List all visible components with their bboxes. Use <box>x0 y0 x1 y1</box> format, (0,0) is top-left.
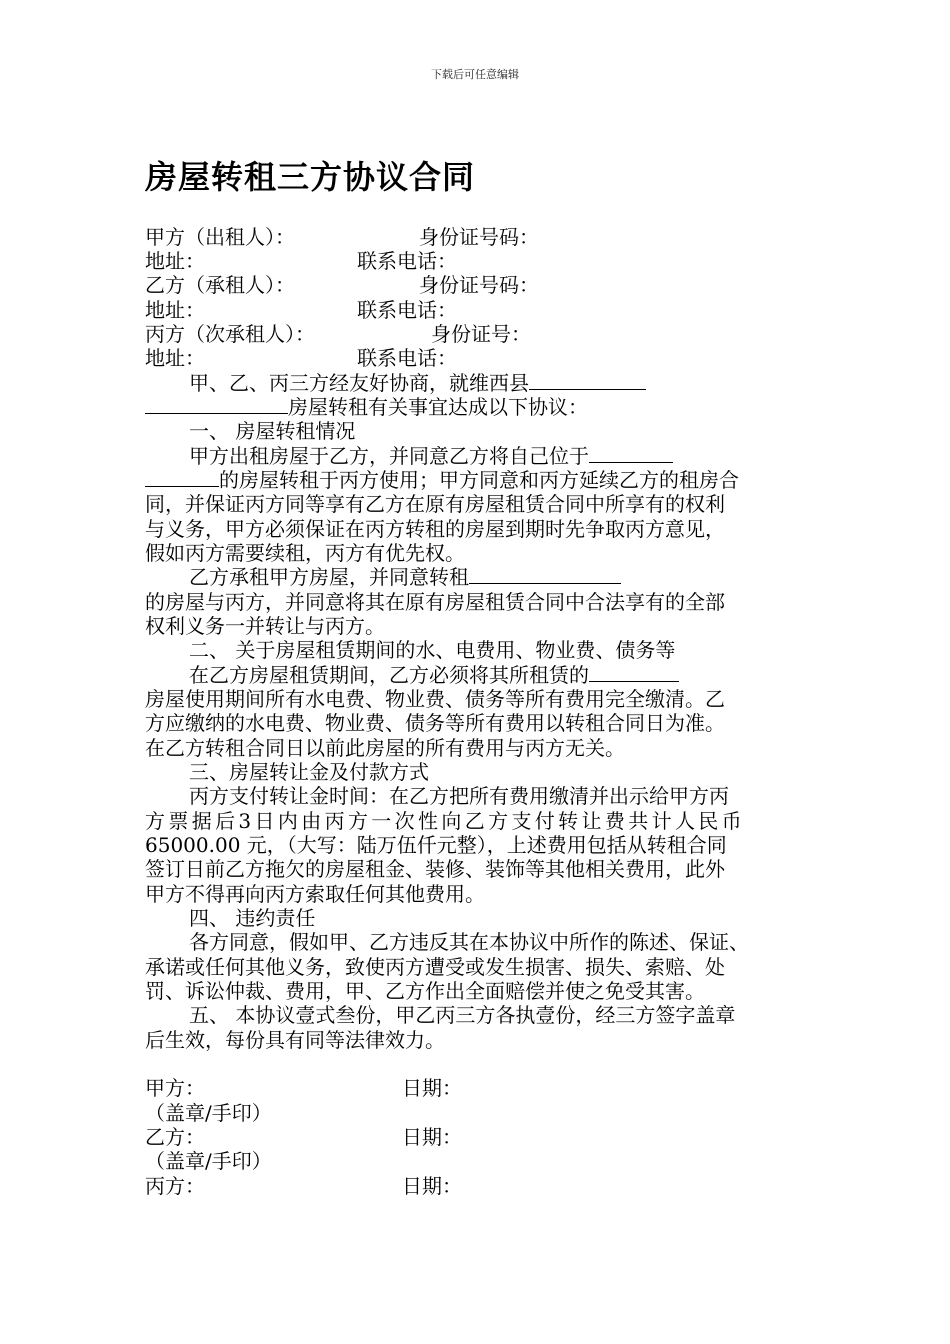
location-blank <box>145 395 288 414</box>
section-3-line-4: 签订日前乙方拖欠的房屋租金、装修、装饰等其他相关费用，此外 <box>145 857 725 881</box>
section-1-text: 的房屋转租于丙方使用；甲方同意和丙方延续乙方的租房合 <box>219 468 739 492</box>
signature-party-c: 丙方： <box>145 1174 205 1198</box>
page-header-note: 下载后可任意编辑 <box>431 68 519 81</box>
party-c-id-label: 身份证号： <box>431 322 531 346</box>
house-location-blank <box>589 444 673 463</box>
party-b-phone-label: 联系电话： <box>357 298 457 322</box>
section-1-para-1-line-5: 假如丙方需要续租，丙方有优先权。 <box>145 541 465 565</box>
signature-party-a-date: 日期： <box>402 1076 462 1100</box>
party-c-label: 丙方（次承租人）： <box>145 322 315 346</box>
section-4-line-3: 罚、诉讼仲裁、费用，甲、乙方作出全面赔偿并使之免受其害。 <box>145 979 705 1003</box>
party-c-address-label: 地址： <box>145 346 205 370</box>
section-1-para-1-line-4: 与义务，甲方必须保证在丙方转租的房屋到期时先争取丙方意见， <box>145 517 725 541</box>
party-a-phone-label: 联系电话： <box>357 249 457 273</box>
party-c-phone-label: 联系电话： <box>357 346 457 370</box>
party-b-address-label: 地址： <box>145 298 205 322</box>
signature-party-b-date: 日期： <box>402 1125 462 1149</box>
signature-party-b: 乙方： <box>145 1125 205 1149</box>
section-4-title: 四、 违约责任 <box>189 906 316 930</box>
section-1-para-2-line-1 <box>189 565 621 589</box>
county-blank <box>529 371 646 390</box>
section-3-line-2: 方 票 据 后 3 日 内 由 丙 方 一 次 性 向 乙 方 支 付 转 让 费 共 计 人 民 币 <box>145 809 741 833</box>
party-b-id-label: 身份证号码： <box>419 273 539 297</box>
section-1-para-1-line-3: 同，并保证丙方同等享有乙方在原有房屋租赁合同中所享有的权利 <box>145 492 725 516</box>
party-a-label: 甲方（出租人）： <box>145 225 295 249</box>
sublet-blank <box>469 565 621 584</box>
intro-text-2: 房屋转租有关事宜达成以下协议： <box>288 395 588 419</box>
section-1-para-2-line-3: 权利义务一并转让与丙方。 <box>145 614 385 638</box>
signature-party-a: 甲方： <box>145 1076 205 1100</box>
section-5-line-2: 后生效，每份具有同等法律效力。 <box>145 1028 445 1052</box>
party-a-address-label: 地址： <box>145 249 205 273</box>
signature-party-c-date: 日期： <box>402 1174 462 1198</box>
section-1-para-2-line-2: 的房屋与丙方，并同意将其在原有房屋租赁合同中合法享有的全部 <box>145 590 725 614</box>
signature-party-a-seal: （盖章/手印） <box>145 1101 272 1125</box>
section-2-line-1 <box>189 663 679 687</box>
section-2-line-4: 在乙方转租合同日以前此房屋的所有费用与丙方无关。 <box>145 736 625 760</box>
section-2-line-2: 房屋使用期间所有水电费、物业费、债务等所有费用完全缴清。乙 <box>145 687 725 711</box>
party-a-id-label: 身份证号码： <box>419 225 539 249</box>
signature-party-b-seal: （盖章/手印） <box>145 1149 272 1173</box>
section-3-line-1: 丙方支付转让金时间：在乙方把所有费用缴清并出示给甲方丙 <box>189 784 729 808</box>
section-4-line-2: 承诺或任何其他义务，致使丙方遭受或发生损害、损失、索赔、处 <box>145 955 725 979</box>
leased-house-blank <box>589 663 679 682</box>
document-title: 房屋转租三方协议合同 <box>145 158 476 196</box>
section-2-line-3: 方应缴纳的水电费、物业费、债务等所有费用以转租合同日为准。 <box>145 711 725 735</box>
section-3-line-5: 甲方不得再向丙方索取任何其他费用。 <box>145 882 485 906</box>
house-location-blank-cont <box>145 468 219 487</box>
section-1-para-1-line-1 <box>189 444 673 468</box>
section-2-text: 在乙方房屋租赁期间，乙方必须将其所租赁的 <box>189 663 589 687</box>
section-1-para-1-line-2 <box>145 468 739 492</box>
intro-line-2 <box>145 395 588 419</box>
section-3-line-3: 65000.00 元，（大写：陆万伍仟元整），上述费用包括从转租合同 <box>145 833 727 857</box>
intro-text-1: 甲、乙、丙三方经友好协商，就维西县 <box>189 371 529 395</box>
section-1-text: 乙方承租甲方房屋，并同意转租 <box>189 565 469 589</box>
section-5-line-1: 五、 本协议壹式叁份，甲乙丙三方各执壹份，经三方签字盖章 <box>189 1003 736 1027</box>
party-b-label: 乙方（承租人）： <box>145 273 295 297</box>
section-4-line-1: 各方同意，假如甲、乙方违反其在本协议中所作的陈述、保证、 <box>189 930 749 954</box>
section-3-title: 三、房屋转让金及付款方式 <box>189 760 429 784</box>
section-2-title: 二、 关于房屋租赁期间的水、电费用、物业费、债务等 <box>189 638 676 662</box>
section-1-text: 甲方出租房屋于乙方，并同意乙方将自己位于 <box>189 444 589 468</box>
intro-paragraph <box>189 371 646 395</box>
section-1-title: 一、 房屋转租情况 <box>189 419 356 443</box>
